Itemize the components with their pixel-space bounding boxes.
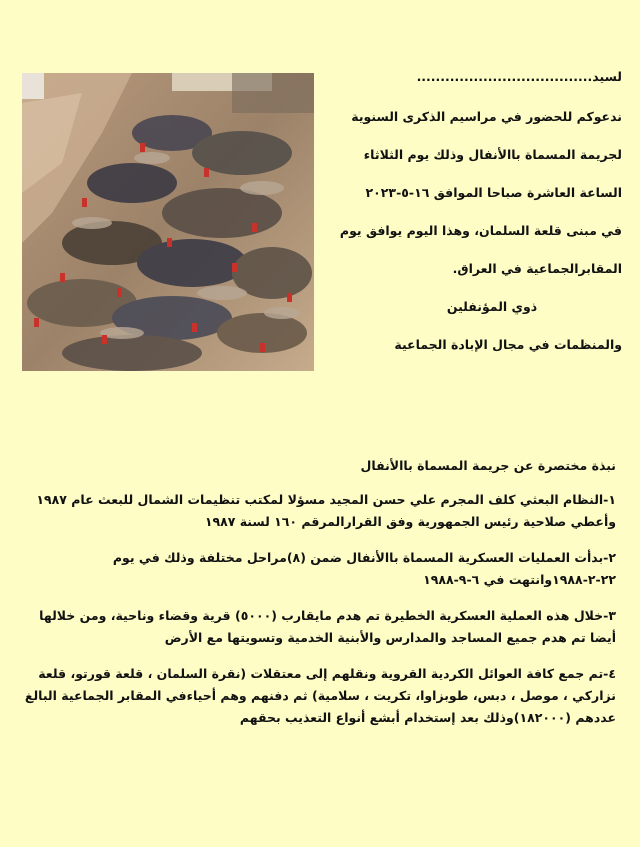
- signature-line-1: ذوي المؤنفلين: [446, 299, 538, 314]
- invitation-line-2: لجريمة المسماة باالأنفال وذلك يوم الثلاثاء: [363, 147, 622, 162]
- signature-line-2: والمنظمات في مجال الإبادة الجماعية: [394, 337, 622, 352]
- history-item: ١-النظام البعثي كلف المجرم علي حسن المجيد مسؤلا لمكتب تنظيمات الشمال للبعث عام ١٩٨٧ وأعطي صلاحية رئيس الجمهورية وفق القرارالمرقم ١٦٠ لسنة ١٩٨٧: [36, 492, 616, 529]
- history-section: [18, 455, 616, 743]
- history-item: ٤-تم جمع كافة العوائل الكردية القروية ونقلهم إلى معتقلات (نقرة السلمان ، قلعة قورتو، قلعة نزاركي ، موصل ، دبس، طوبزاوا، تكريت ، سلامية) ثم دفنهم وهم أحياءفي المقابر الجماعية البالغ عددهم (١٨٢٠٠٠)وذلك بعد إستخدام أبشع أنواع التعذيب بحقهم: [24, 666, 616, 725]
- invitation-text: [322, 68, 622, 354]
- invitation-line-1: ندعوكم للحضور في مراسيم الذكرى السنوية: [351, 109, 622, 124]
- history-title: نبذة مختصرة عن جريمة المسماة باالأنفال: [360, 458, 616, 473]
- invitation-line-5: المقابرالجماعية في العراق.: [452, 261, 622, 276]
- history-item: ٢-بدأت العمليات العسكرية المسماة باالأنفال ضمن (٨)مراحل مختلفة وذلك في يوم ٢٢-٢-١٩٨٨وانتهت في ٦-٩-١٩٨٨: [112, 550, 616, 587]
- history-item: ٣-خلال هذه العملية العسكرية الخطيرة تم هدم مايقارب (٥٠٠٠) قرية وقضاء وناحية، ومن خلالها أيضا تم هدم جميع المساجد والمدارس والأبنية الخدمية وتسويتها مع الأرض: [39, 608, 616, 645]
- mass-grave-photo: [22, 73, 314, 371]
- invitation-line-3: الساعة العاشرة صباحا الموافق ١٦-٥-٢٠٢٣: [365, 185, 622, 200]
- invitation-line-4: في مبنى قلعة السلمان، وهذا اليوم يوافق يوم: [339, 223, 622, 238]
- salutation: لسيد.....................................: [416, 69, 622, 84]
